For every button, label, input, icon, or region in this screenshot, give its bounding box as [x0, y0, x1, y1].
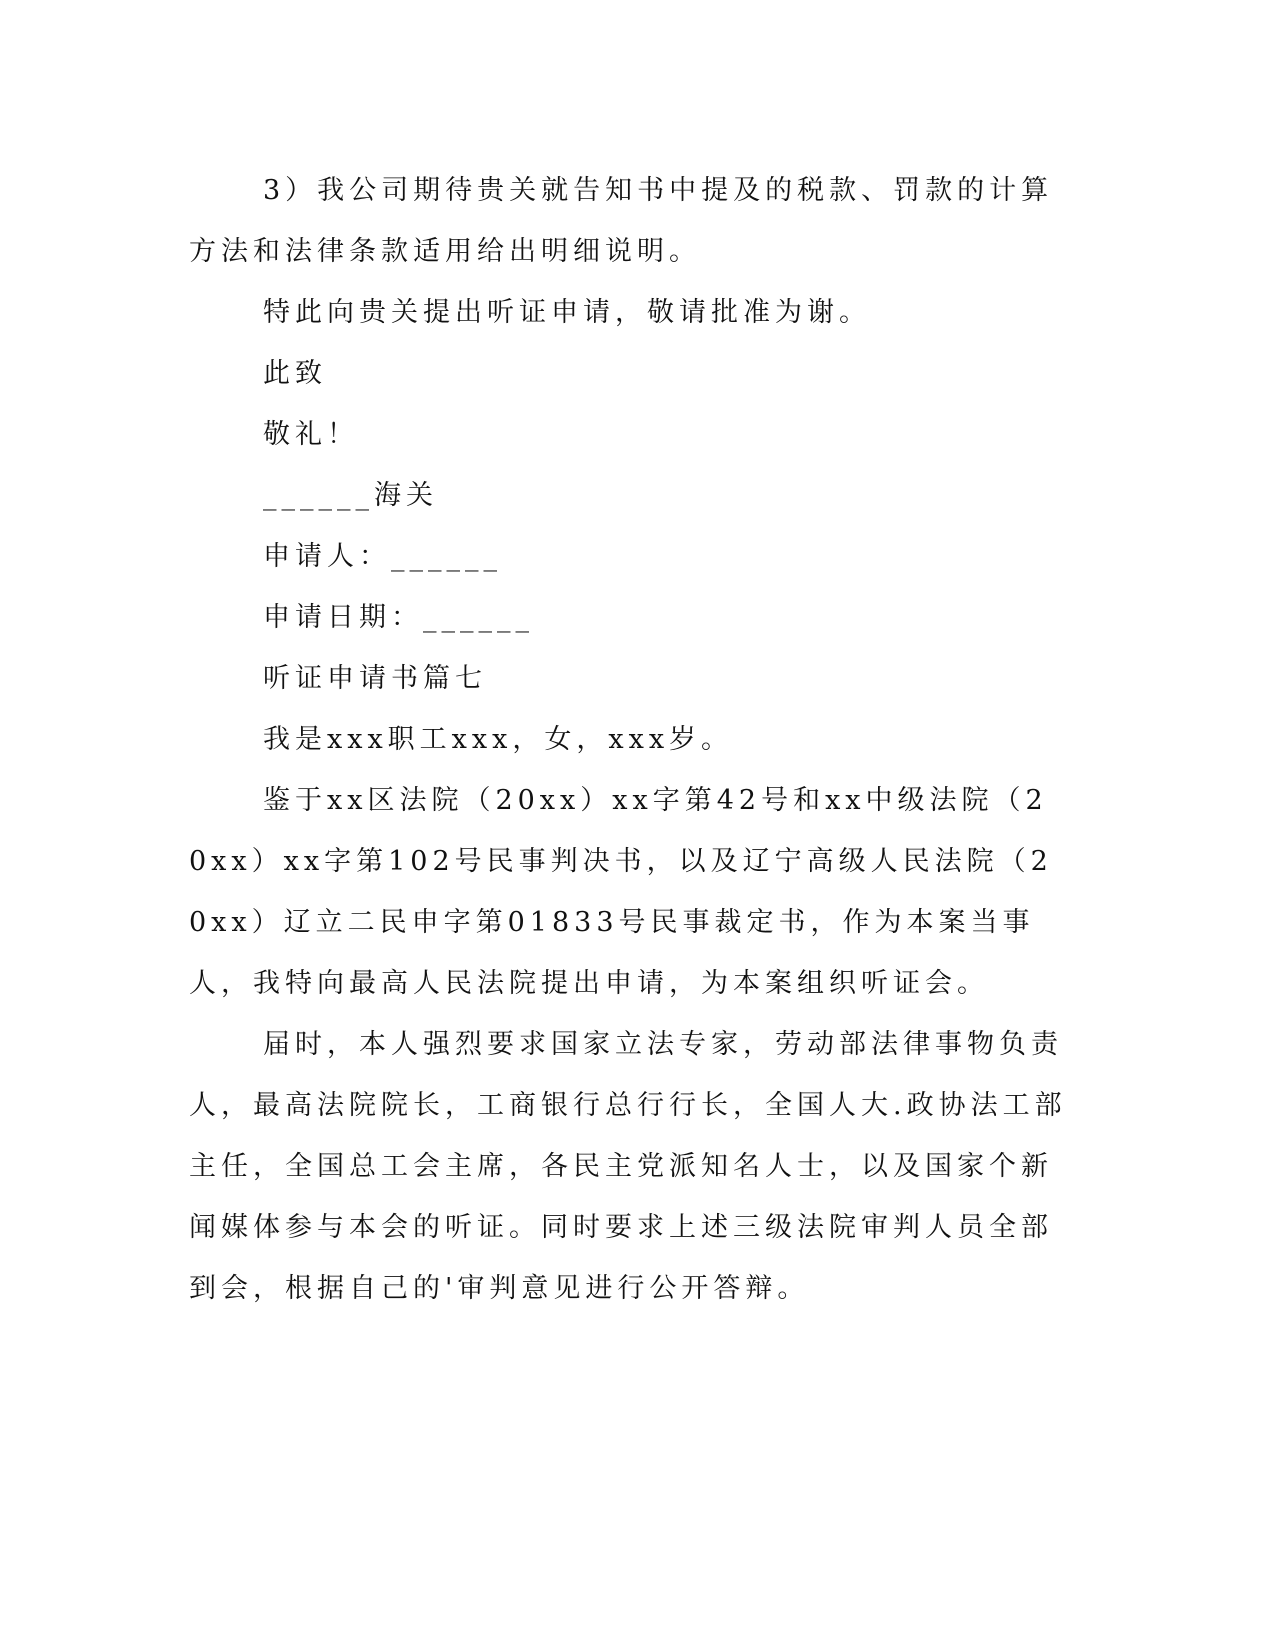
- salutation-jingli: 敬礼！: [263, 419, 359, 450]
- paragraph-court-rulings: 鉴于xx区法院（20xx）xx字第42号和xx中级法院（20xx）xx字第102号民事判决书，以及辽宁高级人民法院（20xx）辽立二民申字第01833号民事裁定书，作为本案当事人，我特向最高人民法院提出申请，为本案组织听证会。: [189, 785, 1053, 999]
- salutation-cizhi: 此致: [263, 358, 327, 389]
- applicant-line: 申请人：______: [263, 541, 502, 572]
- paragraph-self-intro: 我是xxx职工xxx，女，xxx岁。: [263, 724, 734, 755]
- section-title: 听证申请书篇七: [263, 663, 487, 694]
- application-date-line: 申请日期：______: [263, 602, 534, 633]
- document-body: [189, 160, 1069, 1319]
- paragraph-hearing-request: 特此向贵关提出听证申请，敬请批准为谢。: [263, 297, 871, 328]
- paragraph-attendance-demand: 届时，本人强烈要求国家立法专家，劳动部法律事物负责人，最高法院院长，工商银行总行行长，全国人大.政协法工部主任，全国总工会主席，各民主党派知名人士，以及国家个新闻媒体参与本会的听证。同时要求上述三级法院审判人员全部到会，根据自己的'审判意见进行公开答辩。: [189, 1029, 1067, 1304]
- recipient-customs: ______海关: [263, 480, 438, 511]
- paragraph-calculation-request: 3）我公司期待贵关就告知书中提及的税款、罚款的计算方法和法律条款适用给出明细说明。: [189, 175, 1054, 267]
